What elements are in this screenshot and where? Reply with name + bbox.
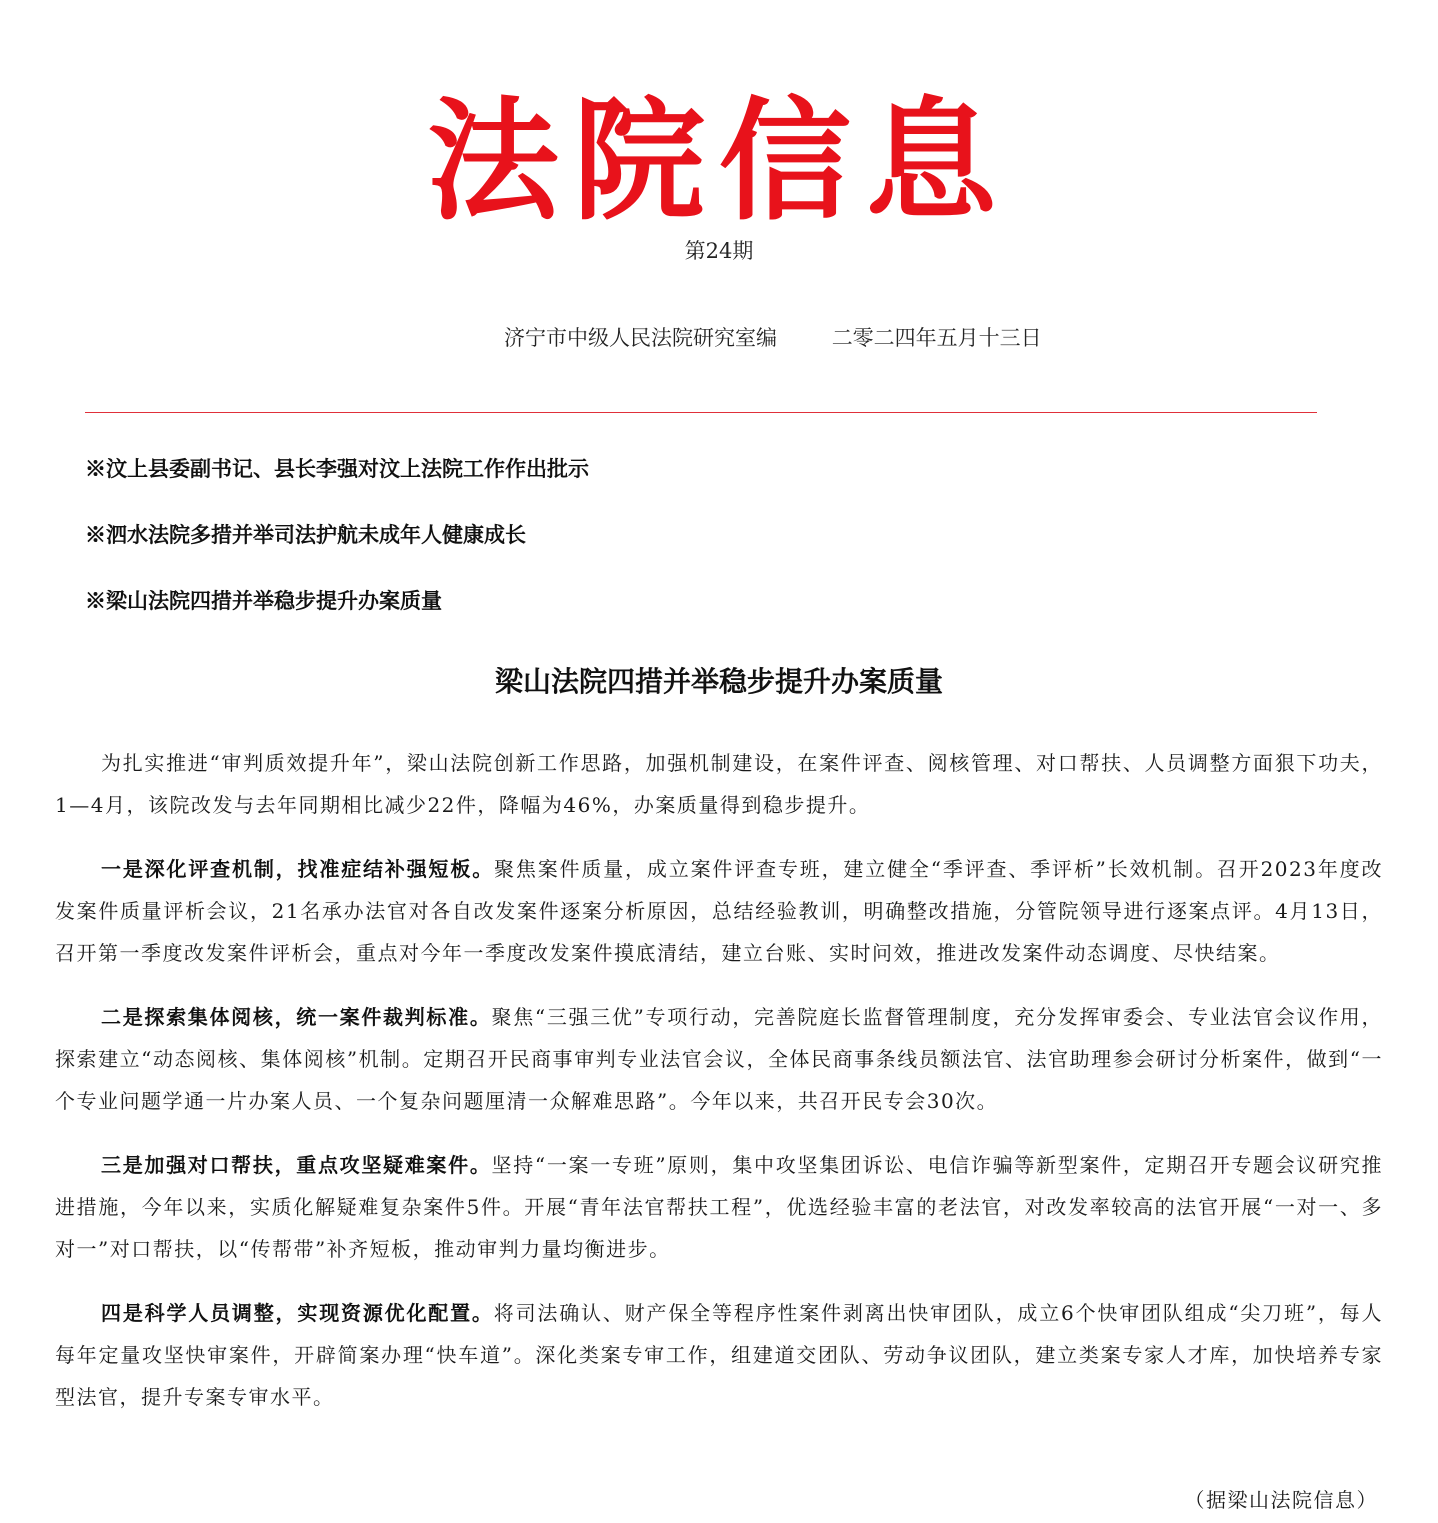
article-body (55, 742, 1383, 1440)
toc-item: ※梁山法院四措并举稳步提升办案质量 (85, 588, 442, 613)
article-paragraph (55, 1292, 1383, 1418)
paragraph-lead: 一是深化评查机制，找准症结补强短板。 (101, 857, 495, 881)
paragraph-text: 聚焦“三强三优”专项行动，完善院庭长监督管理制度，充分发挥审委会、专业法官会议作用，探索建立“动态阅核、集体阅核”机制。定期召开民商事审判专业法官会议，全体民商事条线员额法官、法官助理参会研讨分析案件，做到“一个专业问题学通一片办案人员、一个复杂问题厘清一众解难思路”。今年以来，共召开民专会30次。 (55, 1005, 1384, 1113)
article-paragraph (55, 996, 1383, 1122)
publication-meta (504, 323, 1124, 353)
article-title: 梁山法院四措并举稳步提升办案质量 (494, 665, 943, 698)
publish-date: 二零二四年五月十三日 (831, 326, 1042, 350)
article-paragraph (55, 1144, 1383, 1270)
masthead-title: 法院信息 (427, 84, 1011, 239)
article-paragraph (55, 742, 1383, 826)
paragraph-text: 将司法确认、财产保全等程序性案件剥离出快审团队，成立6个快审团队组成“尖刀班”，每人每年定量攻坚快审案件，开辟简案办理“快车道”。深化类案专审工作，组建道交团队、劳动争议团队，建立类案专家人才库，加快培养专家型法官，提升专案专审水平。 (55, 1301, 1383, 1409)
table-of-contents (85, 452, 985, 650)
paragraph-text: 为扎实推进“审判质效提升年”，梁山法院创新工作思路，加强机制建设，在案件评查、阅核管理、对口帮扶、人员调整方面狠下功夫，1—4月，该院改发与去年同期相比减少22件，降幅为46%，办案质量得到稳步提升。 (55, 751, 1383, 817)
toc-item: ※汶上县委副书记、县长李强对汶上法院工作作出批示 (85, 456, 589, 481)
paragraph-lead: 三是加强对口帮扶，重点攻坚疑难案件。 (101, 1153, 492, 1177)
article-paragraph (55, 848, 1383, 974)
paragraph-text: 坚持“一案一专班”原则，集中攻坚集团诉讼、电信诈骗等新型案件，定期召开专题会议研究推进措施，今年以来，实质化解疑难复杂案件5件。开展“青年法官帮扶工程”，优选经验丰富的老法官，对改发率较高的法官开展“一对一、多对一”对口帮扶，以“传帮带”补齐短板，推动审判力量均衡进步。 (55, 1153, 1384, 1261)
article-source: （据梁山法院信息） (1184, 1488, 1378, 1512)
masthead-divider (85, 412, 1317, 413)
issue-number: 第24期 (684, 239, 754, 263)
toc-item: ※泗水法院多措并举司法护航未成年人健康成长 (85, 522, 526, 547)
paragraph-lead: 四是科学人员调整，实现资源优化配置。 (101, 1301, 494, 1325)
paragraph-text: 聚焦案件质量，成立案件评查专班，建立健全“季评查、季评析”长效机制。召开2023年度改发案件质量评析会议，21名承办法官对各自改发案件逐案分析原因，总结经验教训，明确整改措施，分管院领导进行逐案点评。4月13日，召开第一季度改发案件评析会，重点对今年一季度改发案件摸底清结，建立台账、实时问效，推进改发案件动态调度、尽快结案。 (55, 857, 1383, 965)
editor-line: 济宁市中级人民法院研究室编 (504, 326, 777, 350)
paragraph-lead: 二是探索集体阅核，统一案件裁判标准。 (101, 1005, 492, 1029)
